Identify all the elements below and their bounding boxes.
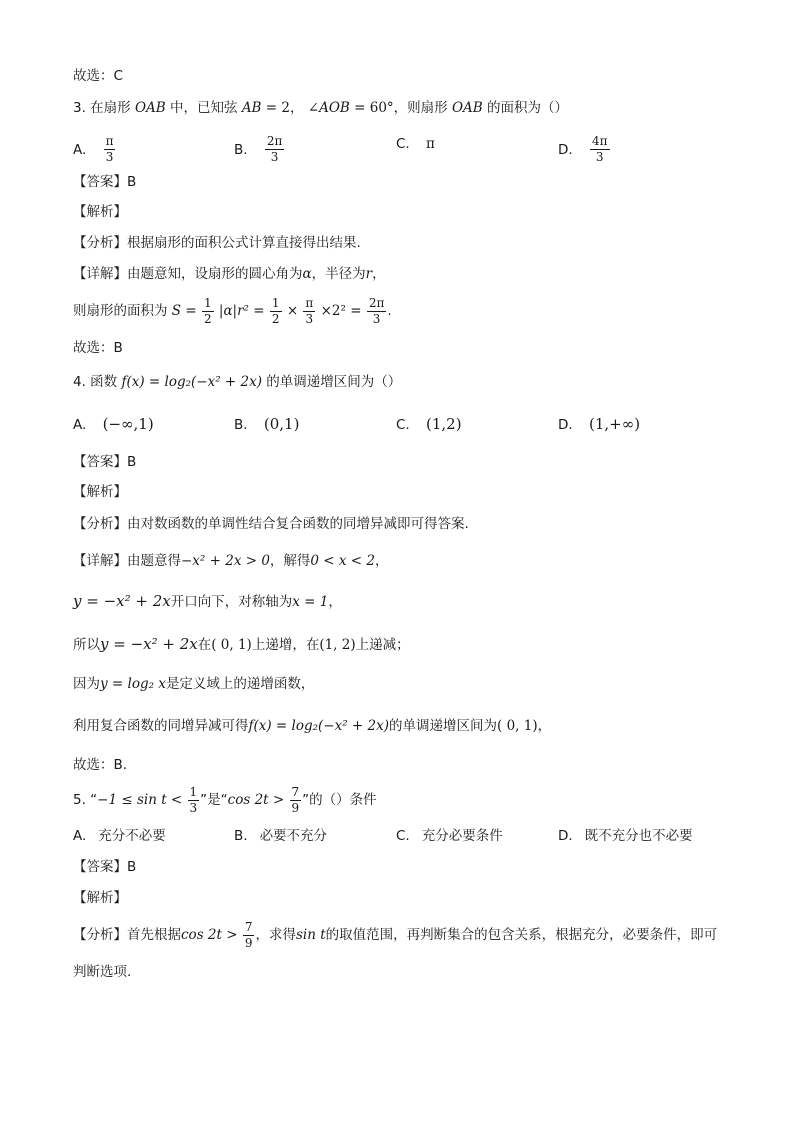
q3-area-a: 则扇形的面积为 — [73, 303, 168, 319]
q5-option-d-value: 既不充分也不必要 — [584, 828, 693, 844]
q4-l1-math-2: 0 < x < 2 — [310, 553, 376, 569]
q4-l5-a: 利用复合函数的同增异减可得 — [73, 718, 249, 734]
q4-answer: 【答案】B — [73, 454, 137, 470]
q4-option-c — [396, 414, 462, 435]
q3-fenxi: 【分析】根据扇形的面积公式计算直接得出结果. — [73, 235, 361, 251]
q3-option-b-label: B. — [234, 141, 248, 158]
q4-analysis-head: 【解析】 — [73, 484, 127, 500]
frac-num: 4π — [591, 134, 608, 148]
q4-detail-3 — [73, 634, 410, 655]
q5-option-d-label: D. — [558, 828, 573, 844]
q4-l3-d: 上递减； — [355, 637, 410, 653]
q5-analysis-head: 【解析】 — [73, 890, 127, 906]
q3-xiangjie — [73, 264, 386, 284]
q4-l5-c: ， — [537, 718, 552, 734]
frac-den: 9 — [244, 935, 253, 950]
q4-detail-2 — [73, 591, 342, 612]
q3-analysis-head: 【解析】 — [73, 204, 127, 220]
q3-option-d-label: D. — [558, 141, 573, 158]
q5-fenxi-b: ，求得 — [255, 927, 296, 943]
q4-l5-interval: ( 0, 1) — [497, 718, 538, 734]
q4-option-b-value: (0,1) — [263, 415, 300, 433]
q4-detail-1 — [73, 551, 389, 571]
q4-l3-interval-2: (1, 2) — [319, 637, 356, 653]
frac-den: 2 — [271, 311, 280, 326]
q4-l2-math: y = −x² + 2x — [73, 592, 171, 610]
q3-area-s: S — [171, 303, 182, 319]
q3-area-mid: |α|r² = — [218, 303, 269, 319]
frac-den: 3 — [305, 311, 314, 326]
q4-option-a-label: A. — [73, 417, 87, 433]
q4-l4-math: y = log₂ x — [100, 676, 166, 692]
q5-stem-b: ”是“ — [200, 792, 228, 808]
q4-function: f(x) = log₂(−x² + 2x) — [121, 374, 262, 390]
q3-area-frac-1 — [202, 296, 214, 327]
q3-stem-b: 中，已知弦 — [170, 100, 238, 116]
q3-option-d-frac — [590, 134, 610, 165]
q4-l1-a: 【详解】由题意得 — [73, 553, 181, 569]
q3-area-frac-2 — [270, 296, 282, 327]
frac-num: 2π — [368, 295, 385, 310]
q4-option-d-value: (1,+∞) — [588, 415, 641, 433]
q5-math-1: −1 ≤ sin t < — [97, 792, 183, 808]
q5-option-c-label: C. — [396, 828, 410, 844]
q3-choice: 故选：B — [73, 340, 123, 356]
q4-l2-a: 开口向下，对称轴为 — [170, 594, 293, 610]
q3-stem-c: 的面积为（） — [487, 100, 569, 116]
q3-option-b-frac — [265, 134, 285, 165]
q4-option-b-label: B. — [234, 417, 248, 433]
q4-option-d-label: D. — [558, 417, 573, 433]
q4-l1-c: ， — [375, 553, 389, 569]
q4-l1-b: ，解得 — [269, 553, 311, 569]
q5-fenxi-math: cos 2t > — [181, 927, 238, 943]
q5-fenxi-a: 【分析】首先根据 — [73, 927, 181, 943]
frac-den: 9 — [291, 800, 300, 815]
q3-times-2: ×2² = — [320, 303, 366, 319]
q3-area-frac-4 — [367, 296, 387, 327]
q5-option-d — [558, 826, 693, 846]
q4-detail-5 — [73, 716, 551, 736]
q3-xiangjie-a: 【详解】由题意知，设扇形的圆心角为 — [73, 266, 303, 282]
q4-option-b — [234, 414, 299, 435]
q4-option-c-value: (1,2) — [426, 415, 462, 433]
q3-oab: OAB — [134, 100, 166, 116]
q3-area-end: . — [387, 303, 392, 319]
q3-r: r — [365, 266, 373, 282]
q5-fenxi-cont: 判断选项. — [73, 964, 132, 980]
q3-area-frac-3 — [303, 296, 315, 327]
q5-option-b-label: B. — [234, 828, 248, 844]
q5-option-b — [234, 826, 327, 846]
frac-num: 7 — [291, 784, 300, 799]
q4-stem-b: 的单调递增区间为（） — [266, 374, 402, 390]
q3-eq60: = 60°，则扇形 — [354, 100, 448, 116]
q3-option-c — [396, 134, 435, 154]
q4-option-c-label: C. — [396, 417, 410, 433]
q3-times-1: × — [286, 303, 299, 319]
q4-l1-math: −x² + 2x > 0 — [181, 553, 270, 569]
q5-option-a-value: 充分不必要 — [98, 828, 166, 844]
frac-num: π — [305, 295, 314, 310]
q4-l2-b: ， — [328, 594, 342, 610]
q5-frac-2 — [290, 785, 302, 816]
q5-option-a — [73, 826, 166, 846]
frac-num: 1 — [189, 784, 198, 799]
q3-area-formula — [73, 292, 392, 330]
q4-stem — [73, 372, 401, 392]
q3-alpha: α — [302, 266, 312, 282]
q5-answer: 【答案】B — [73, 859, 137, 875]
frac-den: 3 — [189, 800, 198, 815]
q4-option-d — [558, 414, 640, 435]
q3-answer: 【答案】B — [73, 174, 137, 190]
frac-den: 3 — [595, 150, 604, 164]
q4-l3-math: y = −x² + 2x — [100, 635, 198, 653]
q5-stem-a: 5. “ — [73, 792, 98, 808]
frac-num: 1 — [203, 295, 212, 310]
q3-option-c-value: π — [426, 136, 435, 152]
q3-ab: AB — [241, 100, 262, 116]
q3-option-d — [558, 134, 611, 165]
q3-stem — [73, 98, 568, 118]
q4-choice: 故选：B. — [73, 757, 128, 773]
q4-stem-a: 4. 函数 — [73, 374, 118, 390]
q4-l3-interval-1: ( 0, 1) — [211, 637, 252, 653]
q5-option-c-value: 充分必要条件 — [421, 828, 503, 844]
q4-option-a-value: (−∞,1) — [102, 415, 154, 433]
q3-xiangjie-b: ，半径为 — [311, 266, 366, 282]
prev-choice: 故选：C — [73, 68, 123, 84]
q4-l3-b: 在 — [197, 637, 212, 653]
q3-stem-a: 3. 在扇形 — [73, 100, 131, 116]
q3-option-a-label: A. — [73, 141, 87, 158]
q3-option-c-label: C. — [396, 136, 410, 152]
q5-stem — [73, 782, 377, 818]
q5-fenxi-frac — [243, 920, 255, 951]
q5-fenxi — [73, 916, 717, 954]
q3-oab-2: OAB — [451, 100, 483, 116]
frac-num: 2π — [266, 134, 283, 148]
q4-l4-a: 因为 — [73, 676, 100, 692]
frac-den: 2 — [203, 311, 212, 326]
q5-frac-1 — [188, 785, 200, 816]
q5-stem-c: ”的（）条件 — [302, 792, 377, 808]
q5-fenxi-c: 的取值范围，再判断集合的包含关系，根据充分，必要条件，即可 — [325, 927, 718, 943]
q3-xiangjie-c: ， — [372, 266, 386, 282]
q3-option-a — [73, 134, 116, 165]
q3-eq2: = 2， — [265, 100, 304, 116]
q5-option-a-label: A. — [73, 828, 87, 844]
frac-num: 1 — [271, 295, 280, 310]
q4-l5-math: f(x) = log₂(−x² + 2x) — [248, 718, 390, 734]
q3-angle: ∠AOB — [307, 100, 350, 116]
q3-option-b — [234, 134, 285, 165]
frac-num: 7 — [244, 919, 253, 934]
q5-option-b-value: 必要不充分 — [259, 828, 328, 844]
frac-num: π — [105, 134, 114, 148]
frac-den: 3 — [105, 150, 114, 164]
q3-area-eq: = — [181, 303, 201, 319]
q4-fenxi: 【分析】由对数函数的单调性结合复合函数的同增异减即可得答案. — [73, 516, 469, 532]
q5-math-2: cos 2t > — [227, 792, 285, 808]
q3-option-a-frac — [104, 134, 116, 165]
q5-option-c — [396, 826, 503, 846]
q4-l5-b: 的单调递增区间为 — [389, 718, 498, 734]
frac-den: 3 — [372, 311, 381, 326]
q5-fenxi-math-2: sin t — [295, 927, 326, 943]
q4-l3-c: 上递增，在 — [251, 637, 320, 653]
q4-l4-b: 是定义域上的递增函数， — [165, 676, 315, 692]
q4-l3-a: 所以 — [73, 637, 100, 653]
frac-den: 3 — [270, 150, 279, 164]
q4-detail-4 — [73, 674, 314, 694]
q4-l2-math-2: x = 1 — [292, 594, 329, 610]
q4-option-a — [73, 414, 154, 435]
